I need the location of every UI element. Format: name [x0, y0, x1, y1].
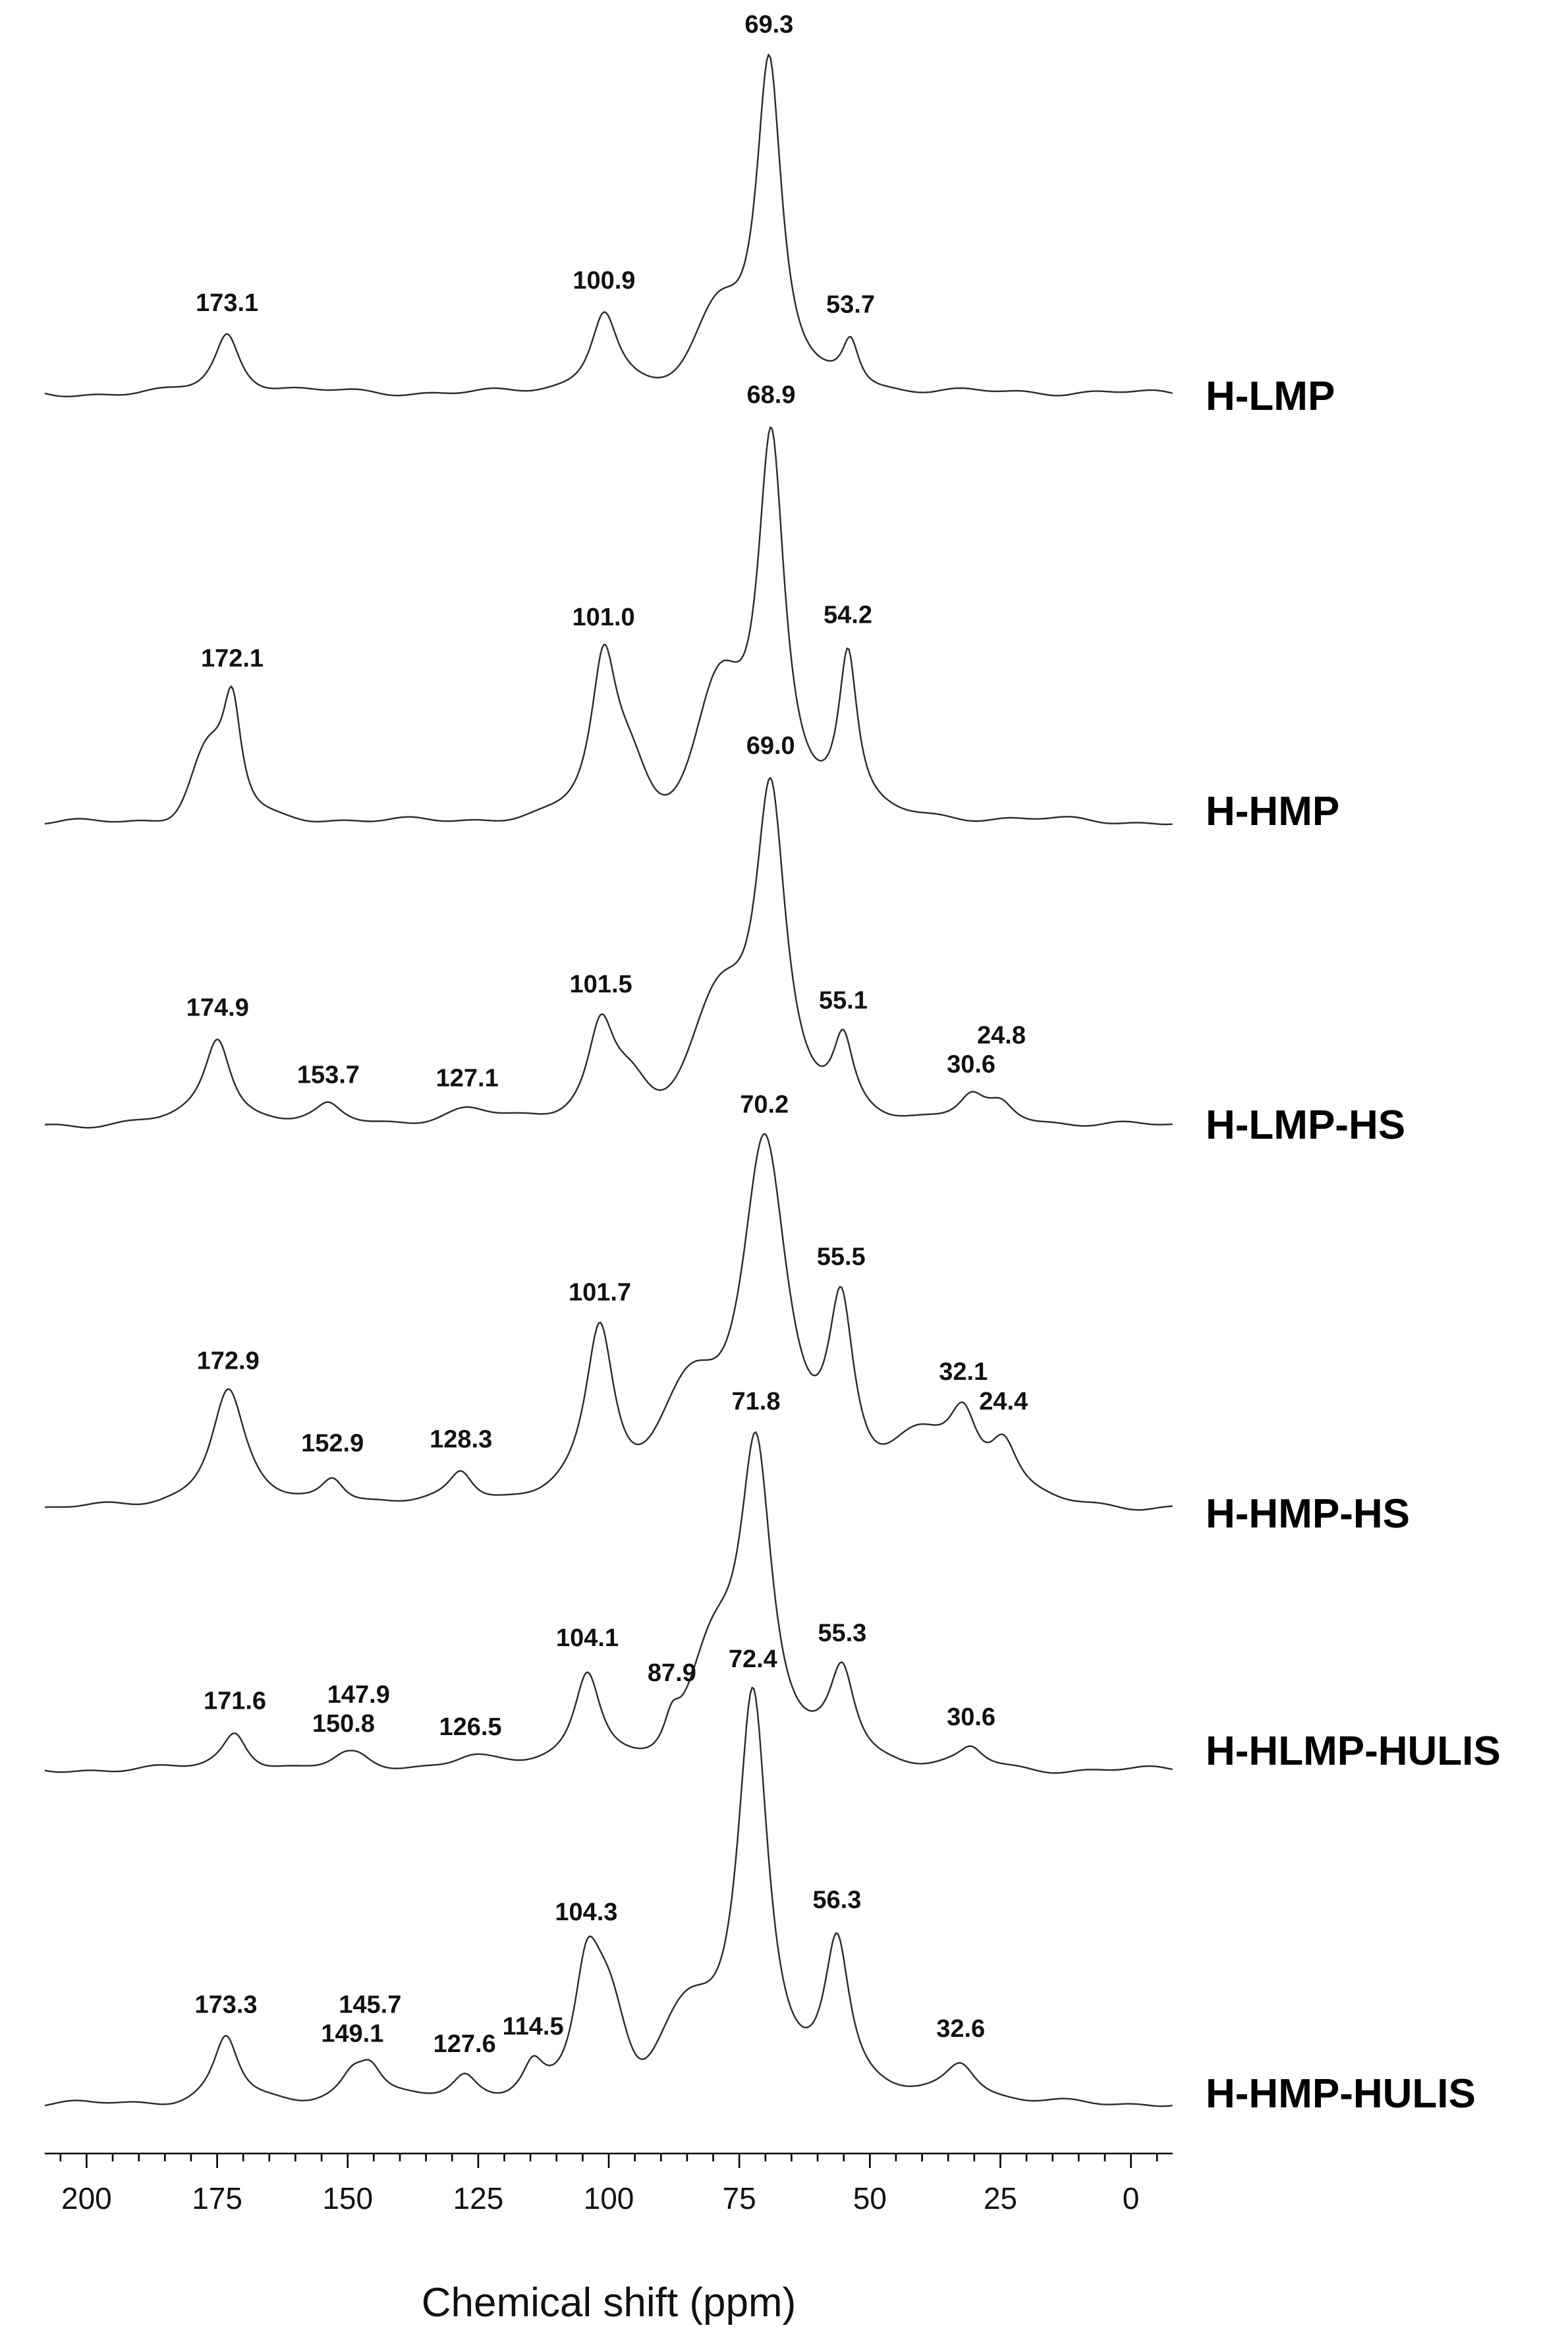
peak-label: 145.7	[339, 1991, 402, 2019]
peak-label: 172.1	[200, 644, 264, 673]
x-axis	[45, 2154, 1173, 2215]
peak-label: 72.4	[728, 1645, 777, 1673]
series-label: H-HMP	[1206, 789, 1340, 834]
peak-label: 104.3	[555, 1898, 618, 1926]
peak-label: 87.9	[647, 1659, 696, 1688]
series-label: H-HLMP-HULIS	[1206, 1728, 1501, 1774]
peak-label: 55.5	[816, 1243, 866, 1271]
peak-label: 173.1	[196, 289, 259, 318]
series-label: H-HMP-HULIS	[1206, 2071, 1476, 2117]
peak-label: 30.6	[947, 1703, 996, 1731]
x-axis-title: Chemical shift (ppm)	[421, 2280, 797, 2326]
peak-label: 128.3	[430, 1425, 493, 1454]
spectrum-trace-h-lmp	[45, 55, 1173, 397]
peak-label: 53.7	[826, 291, 875, 319]
peak-label: 173.3	[194, 1991, 258, 2019]
peak-label: 171.6	[203, 1687, 267, 1715]
peak-label: 147.9	[327, 1680, 390, 1709]
peak-label: 55.3	[818, 1619, 867, 1647]
x-tick-label: 50	[853, 2181, 887, 2215]
x-tick-label: 0	[1122, 2181, 1140, 2215]
x-tick-label: 125	[453, 2181, 504, 2215]
peak-label: 172.9	[196, 1347, 260, 1375]
series-label: H-HMP-HS	[1206, 1491, 1410, 1537]
spectrum-trace-h-lmp-hs	[45, 778, 1173, 1127]
peak-label: 153.7	[296, 1061, 360, 1089]
peak-label: 150.8	[312, 1709, 375, 1738]
series-labels	[1206, 374, 1501, 2117]
peak-label: 68.9	[746, 381, 796, 409]
peak-label: 24.4	[979, 1388, 1028, 1416]
peak-label: 149.1	[321, 2020, 384, 2048]
peak-label: 69.0	[746, 732, 795, 760]
peak-label: 24.8	[977, 1021, 1026, 1050]
peak-label: 101.7	[568, 1278, 632, 1307]
x-tick-label: 25	[983, 2181, 1017, 2215]
peak-label: 70.2	[740, 1091, 789, 1119]
peak-label: 32.6	[936, 2015, 986, 2043]
peak-label: 104.1	[555, 1624, 619, 1653]
x-tick-label: 175	[192, 2181, 242, 2215]
peak-label: 54.2	[824, 601, 872, 629]
peak-label: 127.6	[433, 2030, 496, 2059]
x-tick-label: 75	[722, 2181, 756, 2215]
peak-label: 101.0	[572, 603, 635, 631]
x-tick-label: 150	[322, 2181, 374, 2215]
peak-labels	[186, 11, 1028, 2059]
peak-label: 32.1	[939, 1357, 988, 1386]
peak-label: 101.5	[569, 971, 632, 999]
peak-label: 127.1	[435, 1064, 499, 1093]
peak-label: 69.3	[744, 11, 794, 39]
spectrum-trace-h-hmp-hs	[45, 1134, 1173, 1510]
peak-label: 30.6	[947, 1050, 996, 1079]
peak-label: 71.8	[731, 1388, 781, 1416]
peak-label: 100.9	[573, 266, 636, 295]
x-tick-label: 100	[583, 2181, 634, 2215]
spectrum-trace-h-hlmp-hulis	[45, 1432, 1173, 1773]
spectra-traces	[45, 55, 1173, 2107]
series-label: H-LMP-HS	[1206, 1102, 1406, 1148]
peak-label: 126.5	[439, 1713, 502, 1741]
peak-label: 114.5	[502, 2012, 564, 2041]
peak-label: 55.1	[818, 986, 868, 1015]
series-label: H-LMP	[1206, 374, 1335, 419]
peak-label: 152.9	[301, 1429, 364, 1458]
peak-label: 174.9	[186, 994, 249, 1022]
peak-label: 56.3	[812, 1886, 862, 1914]
x-tick-label: 200	[61, 2181, 112, 2215]
spectrum-trace-h-hmp-hulis	[45, 1688, 1173, 2106]
